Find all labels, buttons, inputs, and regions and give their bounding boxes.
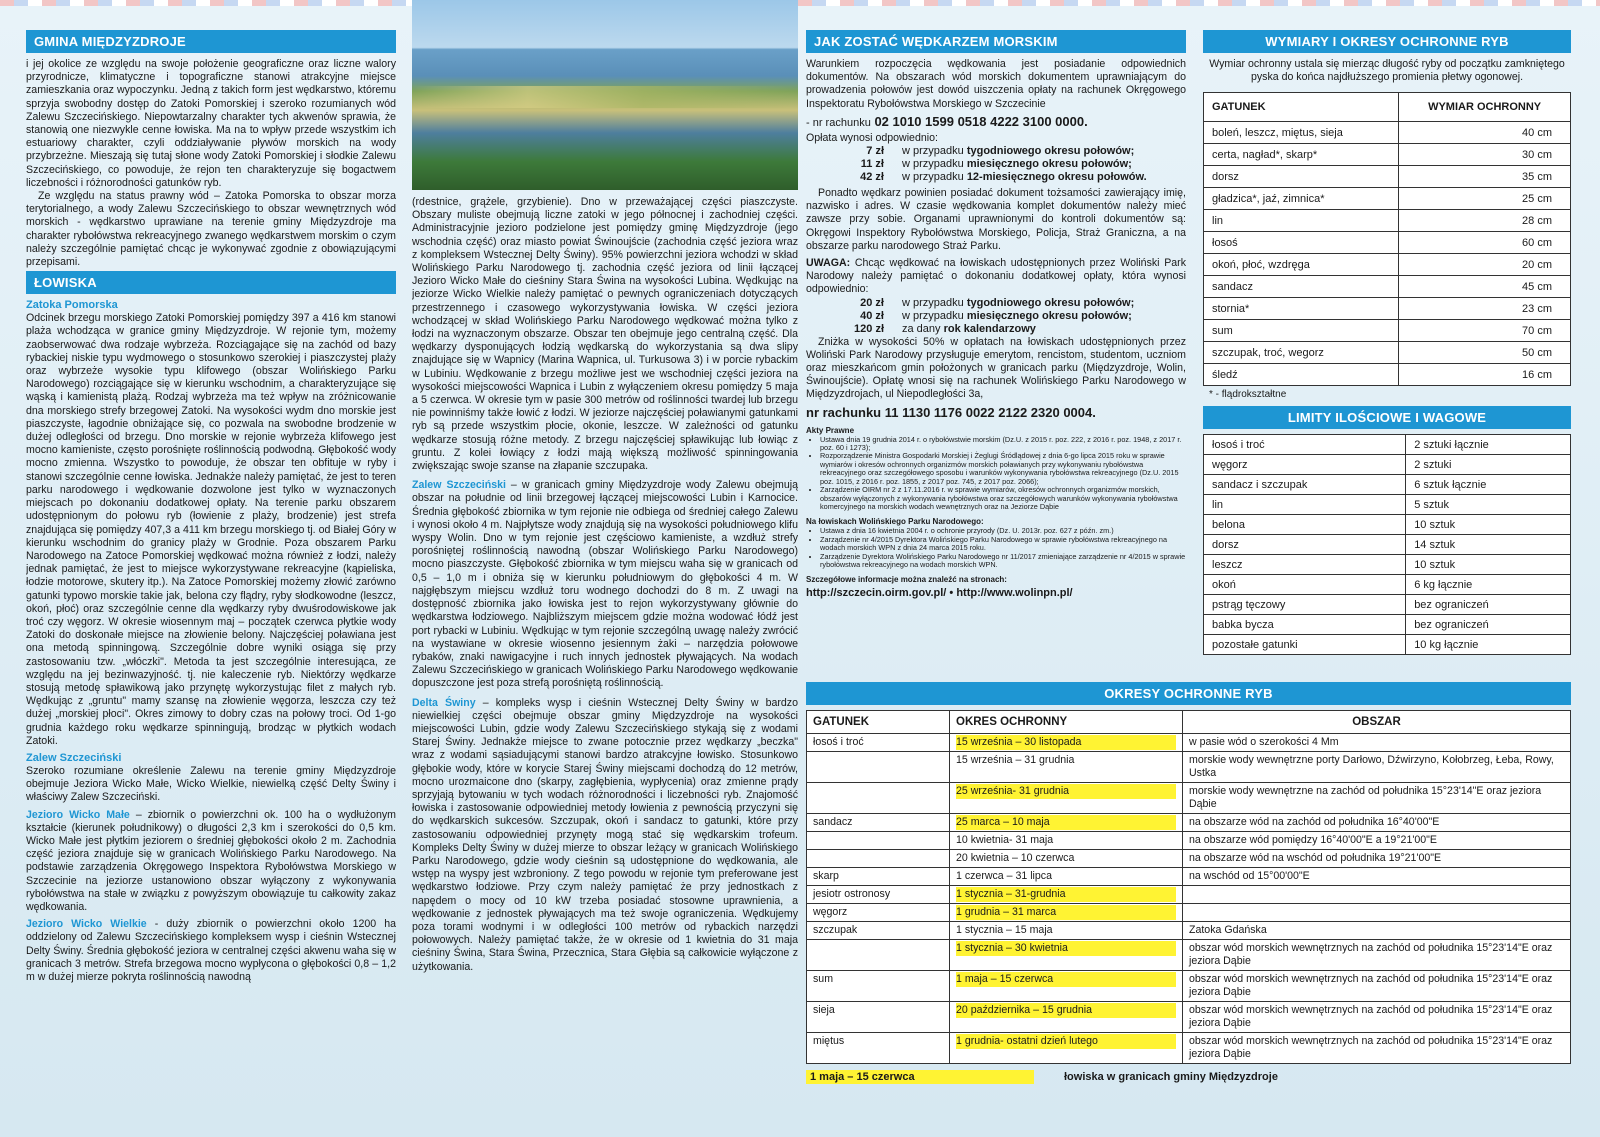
fee-desc-prefix: w przypadku [902,309,967,322]
limit-species: węgorz [1204,455,1406,475]
sizes-table [1203,92,1571,386]
limit-row [1204,495,1571,515]
limit-value: 10 kg łącznie [1406,635,1571,655]
limit-value: 5 sztuk [1406,495,1571,515]
period-range [950,922,1183,940]
size-row [1204,364,1571,386]
fee-desc-prefix: w przypadku [902,158,967,171]
limit-value: bez ograniczeń [1406,595,1571,615]
period-species: jesiotr ostronosy [807,886,950,904]
limit-value: 6 sztuk łącznie [1406,475,1571,495]
limit-value: 10 sztuk [1406,555,1571,575]
zatoka-title: Zatoka Pomorska [26,299,118,312]
fee-period: tygodniowego okresu połowów; [966,145,1135,158]
period-area: Zatoka Gdańska [1183,922,1571,940]
periods-table [806,710,1571,1064]
periods-header: OKRESY OCHRONNE RYB [806,682,1571,705]
size-row [1204,232,1571,254]
fee-period: tygodniowego okresu połowów; [966,296,1135,309]
size-value: 30 cm [1399,144,1571,166]
size-value: 35 cm [1399,166,1571,188]
wicko-male-title: Jezioro Wicko Małe [26,808,130,821]
fee-desc [902,323,1036,336]
periods-col-obszar: OBSZAR [1183,711,1571,734]
uwaga-paragraph [806,257,1186,297]
period-area [1183,904,1571,922]
limit-species: okoń [1204,575,1406,595]
period-range-text: 25 września- 31 grudnia [956,784,1176,799]
period-row [807,850,1571,868]
period-species: sandacz [807,814,950,832]
period-area: morskie wody wewnętrzne na zachód od południka 15°23'14"E oraz jeziora Dąbie [1183,783,1571,814]
limit-value: 10 sztuk [1406,515,1571,535]
fee-row [806,297,1186,310]
legal-list-1 [806,436,1186,512]
size-row [1204,298,1571,320]
size-species: dorsz [1204,166,1399,188]
limit-row [1204,475,1571,495]
period-range-text: 15 września – 30 listopada [956,735,1176,750]
limit-species: pozostałe gatunki [1204,635,1406,655]
protection-periods-section [806,680,1571,1084]
period-range [950,752,1183,783]
fee-row [806,171,1186,184]
limit-value: 6 kg łącznie [1406,575,1571,595]
limit-value: 14 sztuk [1406,535,1571,555]
legal-item: • Ustawa dnia 19 grudnia 2014 r. o rybołówstwie morskim (Dz.U. z 2015 r. poz. 222, z 2016 r. poz. 1948, z 2017 r. poz. 60 i 1273); [820,436,1186,453]
fee-row [806,158,1186,171]
legal-item: • Zarządzenie nr 4/2015 Dyrektora Wolińskiego Parku Narodowego w sprawie rybołówstwa rekreacyjnego na wodach morskich WPN z dnia 24 marca 2015 roku. [820,536,1186,553]
period-range [950,783,1183,814]
wicko-wielkie-continued: (rdestnice, grążele, grzybienie). Dno w przeważającej części piaszczyste. Obszary muliste obejmują liczne zatoki w jego północnej i zachodniej części. Administracyjnie jezioro podzielone jest pomiędzy gminę Międzyzdroje (jego wschodnia część) oraz miasto powiat Świnoujście (zachodnia część jeziora wraz z kompleksem Wstecznej Delty Świny). 95% powierzchni jeziora wchodzi w skład Wolińskiego Parku Narodowego tj. zachodnia część jeziora od linii łączącej Jezioro Wicko Małe do cieśniny Stara Świna na wysokości Lubina. Wędkując na jeziorze Wicko Wielkie należy pamiętać o pewnych ograniczeniach dotyczących przestrzennego i czasowego wykorzystywania łowiska. W części jeziora wchodzącej w skład Wolińskiego Parku Narodowego wędkować można tylko z łodzi na wyznaczonym obszarze. Obszar ten obejmuje jego centralną część. Dla wędkarzy dysponujących łodzią wędkarską do wykorzystania są dwa slipy znajdujące się w Wapnicy (Marina Wapnica, ul. Turkusowa 3) i w porcie rybackim w Lubiniu. Wędkowanie z brzegu możliwe jest we wschodniej części jeziora na wysokości miejscowości Wapnica i Lubin z wyłączeniem okresu pomiędzy 5 maja a 5 czerwca. W okresie tym w pasie 300 metrów od roślinności twardej lub brzegu nie powinniśmy także łowić z łodzi. W jeziorze najczęściej poławianymi gatunkami ryb są przede wszystkim płocie, okonie, leszcze. W zależności od gatunku wędkarze stosują różne metody. Z brzegu najczęściej spławikując lub łowiąc z gruntu. Z kolei łowiący z łodzi mają większą możliwość spinningowania zwiększając swoje szanse na złapanie szczupaka. [412,196,798,473]
fee-desc [902,297,1134,310]
fee-desc-prefix: w przypadku [902,171,967,184]
col-gatunek: GATUNEK [1204,93,1399,122]
size-row [1204,276,1571,298]
delta-swiny-paragraph [412,697,798,974]
size-species: sum [1204,320,1399,342]
period-range-text: 1 grudnia- ostatni dzień lutego [956,1034,1176,1049]
angler-paragraph-2: Ponadto wędkarz powinien posiadać dokument tożsamości zawierający imię, nazwisko i adres. W czasie wędkowania komplet dokumentów należy mieć zawsze przy sobie. Organami uprawnionymi do kontroli dokumentów są: Okręgowi Inspektory Rybołówstwa Morskiego, Policja, Straż Graniczna, a na obszarze parku narodowego Straż Parku. [806,187,1186,252]
legal-heading-1: Akty Prawne [806,425,855,435]
period-range-text: 10 kwietnia- 31 maja [956,834,1054,846]
size-species: stornia* [1204,298,1399,320]
more-info-label: Szczegółowe informacje można znaleźć na stronach: [806,575,1007,585]
fee-row [806,145,1186,158]
legal-item: • Rozporządzenie Ministra Gospodarki Morskiej i Żeglugi Śródlądowej z dnia 6-go lipca 2015 roku w sprawie wymiarów i okresów ochronnych organizmów morskich poławianych przy wykonywaniu rybołówstwa rekreacyjnego oraz szczegółowego sposobu i warunków wykonywania rybołówstwa rekreacyjnego (Dz.U. 2015 poz. 1015, z 2016 r. poz. 1855, z 2017 poz. 745, z 2017 poz. 2066); [820,452,1186,486]
legal-list-2 [806,527,1186,569]
period-area: na wschód od 15°00'00"E [1183,868,1571,886]
column-lakes [412,0,798,1105]
period-row [807,832,1571,850]
period-species: miętus [807,1033,950,1064]
limit-row [1204,435,1571,455]
period-row [807,940,1571,971]
account-number-2: nr rachunku 11 1130 1176 0022 2122 2320 0004. [806,404,1096,420]
periods-col-gatunek: GATUNEK [807,711,950,734]
size-species: gładzica*, jaź, zimnica* [1204,188,1399,210]
limit-row [1204,555,1571,575]
limit-value: 2 sztuki [1406,455,1571,475]
period-row [807,814,1571,832]
period-range-text: 25 marca – 10 maja [956,815,1176,830]
period-species: łosoś i troć [807,734,950,752]
limit-value: 2 sztuki łącznie [1406,435,1571,455]
fee-amount: 40 zł [860,309,884,322]
account-number-1: 02 1010 1599 0518 4222 3100 0000. [874,113,1088,129]
size-value: 40 cm [1399,122,1571,144]
period-row [807,922,1571,940]
legal-item: • Zarządzenie Dyrektora Wolińskiego Parku Narodowego nr 11/2017 zmieniające zarządzenie nr 4/2015 w sprawie rybołówstwa rekreacyjnego na wodach morskich WPN. [820,553,1186,570]
size-row [1204,254,1571,276]
period-range [950,1033,1183,1064]
fee-desc-prefix: w przypadku [902,145,967,158]
fee-desc-prefix: w przypadku [902,296,967,309]
col-wymiar: WYMIAR OCHRONNY [1399,93,1571,122]
lake-landscape-photo [412,0,798,190]
fee-desc [902,158,1132,171]
fee-period: miesięcznego okresu połowów; [966,309,1132,322]
size-value: 45 cm [1399,276,1571,298]
size-species: sandacz [1204,276,1399,298]
period-area: na obszarze wód na wschód od południka 19°21'00"E [1183,850,1571,868]
fee-period: miesięcznego okresu połowów; [966,158,1132,171]
angler-header: JAK ZOSTAĆ WĘDKARZEM MORSKIM [806,30,1186,53]
period-row [807,1033,1571,1064]
legend-text: łowiska w granicach gminy Międzyzdroje [1064,1071,1278,1083]
period-area [1183,886,1571,904]
limit-species: łosoś i troć [1204,435,1406,455]
wicko-male-paragraph [26,809,396,915]
gmina-paragraph-2: Ze względu na status prawny wód – Zatoka Pomorska to obszar morza terytorialnego, a wody Zalewu Szczecińskiego to obszar wewnętrznych wód morskich - wędkarstwo uprawiane na terenie gminy Międzyzdroje ma charakter rybołówstwa rekreacyjnego zwanego wędkarstwem morskim o czym należy szczególnie pamiętać chcąc je wykonywać zgodnie z obowiązującymi przepisami. [26,190,396,269]
period-range-text: 1 maja – 15 czerwca [956,972,1176,987]
legal-item: • Ustawa z dnia 16 kwietnia 2004 r. o ochronie przyrody (Dz. U. 2013r. poz. 627 z późn. zm.) [820,527,1186,535]
period-row [807,971,1571,1002]
legal-heading-2: Na łowiskach Wolińskiego Parku Narodowego: [806,517,984,527]
limit-row [1204,575,1571,595]
wicko-wielkie-text: - duży zbiornik o powierzchni około 1200 ha oddzielony od Zalewu Szczecińskiego kompleksem wysp i cieśnin Wstecznej Delty Świny. Średnia głębokość jeziora w centralnej części akwenu waha się w granicach 3 metrów. Strefa brzegowa mocno wypłycona o głębokości 0,8 – 1,2 m w dużej mierze pokryta roślinnością nawodną [26,918,396,983]
account-line-1 [806,114,1186,129]
sizes-intro: Wymiar ochronny ustala się mierząc długość ryby od początku zamkniętego pyska do końca najdłuższego promienia płetwy ogonowej. [1209,58,1565,84]
size-row [1204,342,1571,364]
size-species: szczupak, troć, wegorz [1204,342,1399,364]
limit-row [1204,615,1571,635]
period-area: obszar wód morskich wewnętrznych na zachód od południka 15°23'14"E oraz jeziora Dąbie [1183,940,1571,971]
column-gmina [26,28,396,1133]
fees-list-2 [806,297,1186,336]
website-links[interactable]: http://szczecin.oirm.gov.pl/ • http://www.wolinpn.pl/ [806,587,1073,600]
limits-table [1203,434,1571,655]
fee-amount: 42 zł [860,171,884,184]
fee-amount: 120 zł [854,322,884,335]
limit-value: bez ograniczeń [1406,615,1571,635]
limit-species: leszcz [1204,555,1406,575]
limit-species: pstrąg tęczowy [1204,595,1406,615]
sizes-header: WYMIARY I OKRESY OCHRONNE RYB [1203,30,1571,53]
size-species: boleń, leszcz, miętus, sieja [1204,122,1399,144]
period-species: sum [807,971,950,1002]
fee-amount: 11 zł [860,158,884,171]
size-value: 20 cm [1399,254,1571,276]
limit-species: babka bycza [1204,615,1406,635]
periods-table-header [807,711,1571,734]
fee-amount: 7 zł [866,145,884,158]
fee-row [806,310,1186,323]
size-species: lin [1204,210,1399,232]
fee-period: 12-miesięcznego okresu połowów. [966,171,1147,184]
period-species [807,832,950,850]
limit-row [1204,595,1571,615]
period-row [807,783,1571,814]
period-range-text: 20 października – 15 grudnia [956,1003,1176,1018]
period-range [950,1002,1183,1033]
fee-amount: 20 zł [860,296,884,309]
fee-desc [902,171,1147,184]
size-value: 23 cm [1399,298,1571,320]
zalew-title: Zalew Szczeciński [26,751,122,764]
zalew-szczecinski-paragraph [412,479,798,690]
limit-row [1204,515,1571,535]
period-range-text: 1 stycznia – 30 kwietnia [956,941,1176,956]
legal-item: • Zarządzenie OIRM nr 2 z 17.11.2016 r. w sprawie wymiarów, okresów ochronnych organizmów morskich, obszarów wyłączonych z wykonywania rybołówstwa oraz szczegółowych warunków wykonywania rybołówstwa komercyjnego na morskich wodach wewnętrznych oraz na Jeziorze Dąbie [820,486,1186,511]
account-label: - nr rachunku [806,116,871,129]
period-row [807,1002,1571,1033]
angler-paragraph-1: Warunkiem rozpoczęcia wędkowania jest posiadanie odpowiednich dokumentów. Na obszarach wód morskich dokumentem uprawniającym do prowadzenia połowów jest dowód uiszczenia opłaty na rachunek Okręgowego Inspektoratu Rybołówstwa Morskiego w Szczecinie [806,58,1186,110]
period-area: obszar wód morskich wewnętrznych na zachód od południka 15°23'14"E oraz jeziora Dąbie [1183,1002,1571,1033]
size-row [1204,122,1571,144]
period-range-text: 15 września – 31 grudnia [956,754,1075,766]
size-value: 28 cm [1399,210,1571,232]
column-angler [806,28,1186,688]
limit-species: lin [1204,495,1406,515]
limit-row [1204,535,1571,555]
period-row [807,886,1571,904]
limit-species: sandacz i szczupak [1204,475,1406,495]
gmina-header: GMINA MIĘDZYZDROJE [26,30,396,53]
wicko-male-text: – zbiornik o powierzchni ok. 100 ha o wydłużonym kształcie (kierunek południkowy) o długości 2,3 km i szerokości do 0,5 km. Wicko Małe jest płytkim jeziorem o średniej głębokości około 2 m. Zachodnia część jeziora znajduje się w granicach Wolińskiego Parku Narodowego. Na podstawie zarządzenia Okręgowego Inspektora Rybołówstwa Morskiego w Szczecinie na jeziorze ustanowiono obszar wyłączony z wykonywania rybołówstwa na stałe w związku z powyższym obowiązuje tu całkowity zakaz wędkowania. [26,808,396,913]
period-species [807,850,950,868]
limit-species: dorsz [1204,535,1406,555]
sizes-table-header [1204,93,1571,122]
fee-desc [902,310,1132,323]
period-area: na obszarze wód pomiędzy 16°40'00"E a 19°21'00"E [1183,832,1571,850]
fee-desc [902,145,1134,158]
period-range-text: 20 kwietnia – 10 czerwca [956,852,1075,864]
period-area: obszar wód morskich wewnętrznych na zachód od południka 15°23'14"E oraz jeziora Dąbie [1183,971,1571,1002]
legend-highlight-box: 1 maja – 15 czerwca [806,1070,1034,1084]
fee-period: rok kalendarzowy [943,322,1036,335]
gmina-paragraph-1: i jej okolice ze względu na swoje położenie geograficzne oraz liczne walory przyrodnicze, klimatyczne i topograficzne stanowi atrakcyjne miejsce zamieszkania oraz wypoczynku. Jedną z takich form jest wędkarstwo, któremu sprzyja swobodny dostęp do Zatoki Pomorskiej i szeroko rozumianych wód Zalewu Szczecińskiego. Niepowtarzalny charakter tych akwenów sprawia, że stanowią one niezwykle cenne łowiska. Ma na to wpływ przede wszystkim ich estuariowy charakter, czyli oddziaływanie pływów morskich na wody przybrzeżne. Mieszają się tutaj słone wody Zatoki Pomorskiej i słodkie Zalewu Szczecińskiego, co powoduje, że rejon ten charakteryzuje się bogactwem liczebności i różnorodności gatunków ryb. [26,58,396,189]
period-species: skarp [807,868,950,886]
size-species: certa, nagład*, skarp* [1204,144,1399,166]
fee-row [806,323,1186,336]
zatoka-paragraph: Odcinek brzegu morskiego Zatoki Pomorskiej pomiędzy 397 a 416 km stanowi plaża wchodząca w granice gminy Międzyzdroje. W rejonie tym, możemy zaobserwować dwa rodzaje wybrzeża. Rozciągające się na zachód od bazy rybackiej niskie typu wydmowego o stosunkowo szerokiej i piaszczystej plaży oraz wybrzeże wysokie typu klifowego (obszar Wolińskiego Parku Narodowego) rozciągające się w kierunku wschodnim, a charakteryzujące się wąską i kamienistą plażą. Rodzaj wybrzeża ma też wpływ na zróżnicowanie dna morskiego strefy brzegowej Zatoki. Na wysokości wydm dno morskie jest piaszczyste, łagodnie obniżające się, co pozwala na swobodne brodzenie w dużej odległości od brzegu. Dno morskie w rejonie wybrzeża klifowego jest mocno kamieniste, często porośnięte roślinnością podwodną. Głębokość wody mocno zmienna. Wszystko to powoduje, że obszar ten obfituje w ryby i stanowi szczególnie cenne łowiska. Jednakże należy pamiętać, że jest to teren parku narodowego i wędkowanie dozwolone jest tylko w wyznaczonych miejscach po dokonaniu dodatkowej opłaty. Na terenie parku obszarem udostępnionym do połowu ryb (łowienie z plaży, brodzenie) jest strefa znajdująca się pomiędzy 407,3 a 411 km brzegu morskiego tj. od Białej Góry w kierunku wschodnim do granicy plaży w Grodnie. Poza obszarem Parku Narodowego na Zatoce Pomorskiej wędkować można również z łodzi, należy jednak pamiętać, że jest to miejsce wykorzystywane rekreacyjne (kąpieliska, łodzie motorowe, skutery itp.). Na Zatoce Pomorskiej możemy złowić zarówno gatunki typowo morskie takie jak, belona czy flądry, ryby słodkowodne (leszcz, okoń, płoć) oraz szczególnie cenne dla wędkarzy ryby dwuśrodowiskowe jak troć czy węgorz. W okresie wiosennym maj – początek czerwca płytkie wody Zatoki do doskonałe miejsce na złowienie belony. Najczęściej poławiana jest ona metodą spinningową. Szczególnie dobre wyniki osiąga się przy zastosowaniu tzw. „włóczki". Metoda ta jest szczególnie interesująca, ze względu na jej bezinwazyjność. tj. nie kaleczenie ryb. Niektórzy wędkarze stosują metodę spławikową jako przynętę wykorzystując filet z małych ryb. Wędkując z „gruntu" mamy szansę na złowienie węgorza, leszcza czy też dużej „morskiej płoci". Okres zimowy to dobry czas na połowy troci. Od 1-go grudnia każdego roku wędkarze spinningują, brodząc w płytkich wodach Zatoki. [26,312,396,747]
period-species: sieja [807,1002,950,1033]
size-row [1204,210,1571,232]
size-species: łosoś [1204,232,1399,254]
period-range [950,832,1183,850]
periods-col-okres: OKRES OCHRONNY [950,711,1183,734]
lowiska-header: ŁOWISKA [26,271,396,294]
period-range-text: 1 stycznia – 31-grudnia [956,887,1176,902]
period-range [950,971,1183,1002]
fee-intro: Opłata wynosi odpowiednio: [806,131,938,144]
angler-paragraph-3: Zniżka w wysokości 50% w opłatach na łowiskach udostępnionych przez Woliński Park Narodowy przysługuje emerytom, rencistom, studentom, uczniom oraz mieszkańcom gmin położonych w granicach parku (Międzyzdroje, Wolin, Świnoujście). Opłatę wnosi się na rachunek Wolińskiego Parku Narodowego w Międzyzdrojach, ul Niepodległości 3a, [806,335,1186,401]
limit-row [1204,455,1571,475]
size-value: 25 cm [1399,188,1571,210]
size-value: 70 cm [1399,320,1571,342]
size-row [1204,144,1571,166]
period-range-text: 1 grudnia – 31 marca [956,905,1176,920]
period-species [807,940,950,971]
footnote: * - flądrokształtne [1209,389,1287,401]
delta-swiny-text: – kompleks wysp i cieśnin Wstecznej Delty Świny w bardzo niewielkiej części obejmuje obszar gminy Międzyzdroje na wysokości miejscowości Lubin, gdzie wody Zalewu Szczecińskiego stykają się z wodami Starej Świny. Jednakże miejsce to zwane potocznie przez wędkarzy „beczka" wraz z wodami sąsiadującymi stanowi bardzo atrakcyjne łowisko. Stosunkowo głębokie wody, które w korycie Starej Świny miejscami dochodzą do 12 metrów, mocno urozmaicone dno (skarpy, zagłębienia, wypłycenia) oraz zmienne prądy sprzyjają bytowaniu w tych wodach różnorodności i liczebności ryb. Znajomość łowiska i zastosowanie odpowiedniej metody łowienia z pewnością przyczyni się do wędkarskich sukcesów. Szczupak, okoń i sandacz to gatunki, które przy zastosowaniu odpowiedniej przynęty mogą stać się wędkarskim trofeum. Kompleks Delty Świny w dużej mierze to obszar leżący w granicach Wolińskiego Parku Narodowego, gdzie wody cieśnin są udostępnione do wędkowania, ale wstęp na wyspy jest wzbroniony. Z tego powodu w rejonie tym preferowane jest wędkarstwo łodziowe. Przy czym należy pamiętać że przy jednostkach z napędem o mocy od 10 kW trzeba posiadać stosowne uprawnienia, a wędkowanie z jednostek pływających ma też swoje ograniczenia. Wędkujemy poza torami wodnymi i w odległości 100 metrów od rybackich narzędzi połowowych. Należy pamiętać także, że w okresie od 1 kwietnia do 31 maja cieśniny Świna, Stara Świna, Przecznica, Stara Głębia są całkowicie wyłączone z użytkowania. [412,696,798,973]
size-row [1204,320,1571,342]
zalew-paragraph: Szeroko rozumiane określenie Zalewu na terenie gminy Międzyzdroje obejmuje Jeziora Wicko Małe, Wicko Wielkie, niewielką część Delty Świny i właściwy Zalew Szczeciński. [26,764,396,804]
period-species [807,752,950,783]
period-area: morskie wody wewnętrzne porty Darłowo, Dźwirzyno, Kołobrzeg, Łeba, Rowy, Ustka [1183,752,1571,783]
fee-desc-prefix: za dany [902,322,944,335]
limits-header: LIMITY ILOŚCIOWE I WAGOWE [1203,406,1571,429]
size-row [1204,188,1571,210]
column-sizes [1203,28,1571,688]
period-range [950,904,1183,922]
wicko-wielkie-paragraph [26,918,396,984]
size-value: 50 cm [1399,342,1571,364]
period-range [950,814,1183,832]
period-row [807,734,1571,752]
period-range [950,734,1183,752]
period-range-text: 1 czerwca – 31 lipca [956,870,1052,882]
period-area: w pasie wód o szerokości 4 Mm [1183,734,1571,752]
period-range [950,940,1183,971]
fees-list-1 [806,145,1186,184]
period-row [807,868,1571,886]
period-area: obszar wód morskich wewnętrznych na zachód od południka 15°23'14"E oraz jeziora Dąbie [1183,1033,1571,1064]
limit-row [1204,635,1571,655]
limit-species: belona [1204,515,1406,535]
period-species: szczupak [807,922,950,940]
size-species: okoń, płoć, wzdręga [1204,254,1399,276]
size-species: śledź [1204,364,1399,386]
period-row [807,752,1571,783]
zalew-szczecinski-title: Zalew Szczeciński [412,479,506,492]
size-value: 60 cm [1399,232,1571,254]
size-value: 16 cm [1399,364,1571,386]
period-range [950,850,1183,868]
period-range [950,868,1183,886]
period-row [807,904,1571,922]
period-range [950,886,1183,904]
period-area: na obszarze wód na zachód od południka 16°40'00"E [1183,814,1571,832]
zalew-szczecinski-text: – w granicach gminy Międzyzdroje wody Zalewu obejmują obszar na południe od linii brzegowej łączącej miejscowości Lubin i Karnocice. Średnia głębokość zbiornika w tym rejonie nie odbiega od średniej całego Zalewu i wynosi około 4 m. Najpłytsze wody znajdują się na wysokości południowego klifu wyspy Wolin. Dno w tym rejonie jest częściowo kamieniste, a wzdłuż strefy porośniętej roślinnością nawodną (obszar Wolińskiego Parku Narodowego) mocno piaszczyste. Głębokość zbiornika w tym miejscu waha się w granicach od 0,5 – 1,0 m i obniża się w kierunku południowym do głębokości 4 m. W najgłębszym miejscu wzdłuż toru wodnego dochodzi do 8 m. Z uwagi na dostępność zbiornika jako łowiska jest to rejon wykorzystywany głównie do wędkarstwa łodziowego. Najbliższym miejscem gdzie można wodować łódź jest port rybacki w Lubiniu. Wędkując w tym rejonie szczególną uwagę należy zwrócić na wystawiane w okresie wiosenno jesiennym żaki – narzędzia połowowe rybaków, znaki nawigacyjne i ruch innych jednostek pływających. Na wodach Zalewu Szczecińskiego w granicach Wolińskiego Parku Narodowego wędkowanie dopuszczone jest poza strefą porośniętą roślinnością. [412,479,798,690]
top-stripe [0,0,1600,6]
uwaga-label: UWAGA: [806,257,851,270]
period-species: węgorz [807,904,950,922]
wicko-wielkie-title: Jezioro Wicko Wielkie [26,918,147,931]
size-row [1204,166,1571,188]
legend [806,1070,1571,1084]
period-range-text: 1 stycznia – 15 maja [956,924,1053,936]
period-species [807,783,950,814]
delta-swiny-title: Delta Świny [412,696,476,709]
uwaga-text: Chcąc wędkować na łowiskach udostępnionych przez Woliński Park Narodowy należy pamiętać o dokonaniu dodatkowej opłaty, która wynosi odpowiednio: [806,257,1186,296]
